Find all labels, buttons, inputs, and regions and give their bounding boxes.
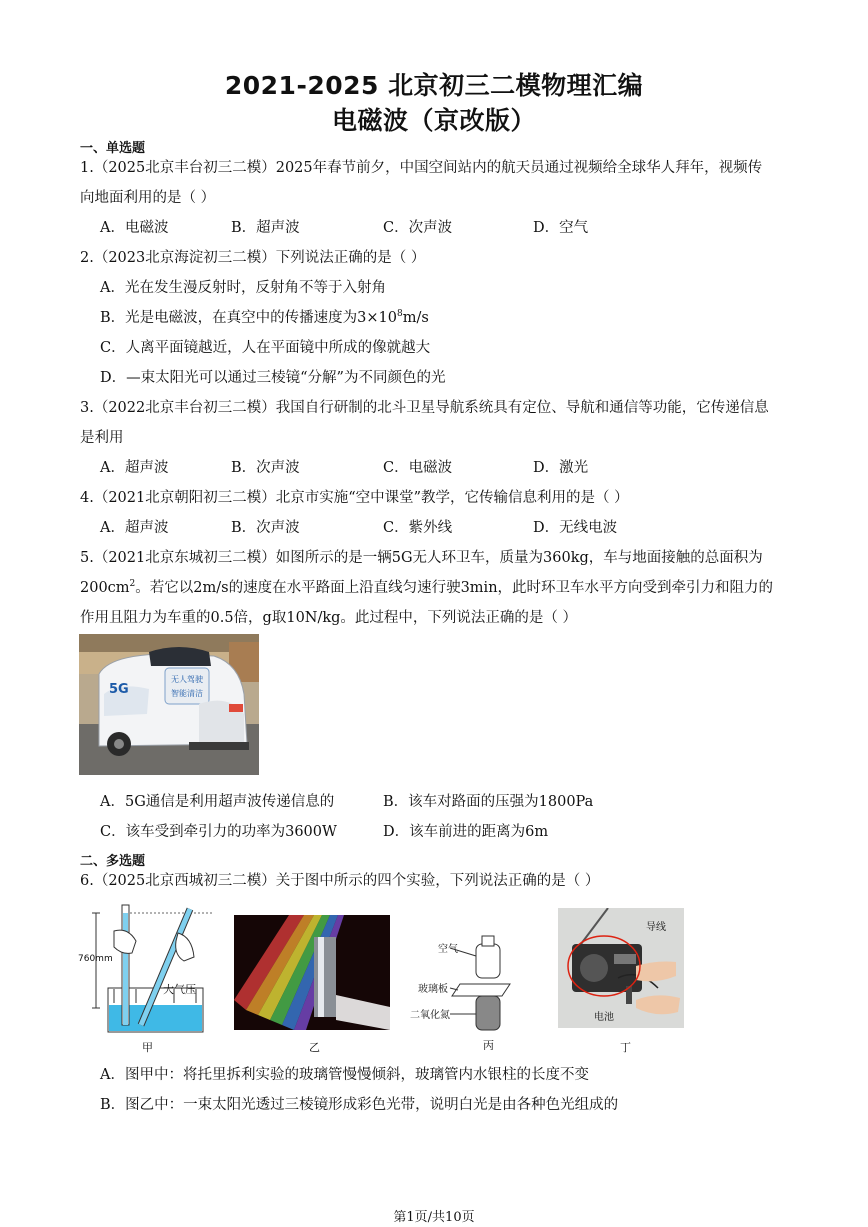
q5-stem-line2: $200cm^2$。若它以2m/s的速度在水平路面上沿直线匀速行驶3min，此时环卫车水平方向受到牵引力和阻力的	[80, 579, 774, 596]
jia-air-pressure-label: 大气压	[163, 983, 196, 996]
q5-option-b: B．该车对路面的压强为1800Pa	[383, 794, 594, 810]
q6-option-a: A．图甲中：将托里拆利实验的玻璃管慢慢倾斜，玻璃管内水银柱的长度不变	[100, 1067, 589, 1083]
q1-option-b: B．超声波	[231, 220, 300, 236]
q6-figure-ding-photo	[558, 908, 684, 1028]
q6-stem: 6.（2025北京西城初三二模）关于图中所示的四个实验，下列说法正确的是（ ）	[80, 873, 600, 889]
q5-option-d: D．该车前进的距离为6m	[383, 824, 549, 840]
q3-option-b: B．次声波	[231, 460, 300, 476]
section-single-choice: 一、单选题	[80, 141, 146, 156]
vehicle-illustration	[79, 634, 259, 775]
ding-caption: 丁	[620, 1041, 631, 1054]
ding-battery-label: 电池	[594, 1012, 614, 1023]
q5-option-c: C．该车受到牵引力的功率为3600W	[100, 824, 337, 840]
q6-figure-jia	[78, 903, 218, 1055]
ding-wire-label: 导线	[646, 922, 666, 933]
vehicle-text-1: 无人驾驶	[171, 675, 203, 684]
q1-option-d: D．空气	[533, 220, 589, 236]
q3-option-a: A．超声波	[100, 460, 169, 476]
bing-glass-label: 玻璃板	[418, 984, 448, 995]
q5-option-a: A．5G通信是利用超声波传递信息的	[100, 794, 335, 810]
torricelli-diagram	[78, 903, 218, 1055]
q3-stem-line2: 是利用	[80, 430, 124, 446]
q3-option-c: C．电磁波	[383, 460, 453, 476]
bing-gas-label: 二氧化氮	[410, 1010, 450, 1021]
q6-option-b: B．图乙中：一束太阳光透过三棱镜形成彩色光带，说明白光是由各种色光组成的	[100, 1097, 619, 1113]
q3-stem-line1: 3.（2022北京丰台初三二模）我国自行研制的北斗卫星导航系统具有定位、导航和通信等功能，它传递信息	[80, 400, 769, 416]
prism-spectrum-illustration	[234, 915, 390, 1030]
document-subtitle: 电磁波（京改版）	[331, 106, 536, 135]
q2-option-c: C．人离平面镜越近，人在平面镜中所成的像就越大	[100, 340, 431, 356]
vehicle-5g-label: 5G	[109, 682, 129, 697]
q2-option-a: A．光在发生漫反射时，反射角不等于入射角	[100, 280, 386, 296]
q4-option-d: D．无线电波	[533, 520, 618, 536]
q4-option-c: C．紫外线	[383, 520, 453, 536]
q5-vehicle-photo	[79, 634, 259, 775]
bing-air-label: 空气	[438, 944, 458, 955]
q6-figure-bing	[410, 930, 530, 1050]
q1-option-a: A．电磁波	[100, 220, 169, 236]
bing-caption: 丙	[483, 1039, 494, 1050]
q5-stem-line1: 5.（2021北京东城初三二模）如图所示的是一辆5G无人环卫车，质量为360kg，车与地面接触的总面积为	[80, 550, 763, 566]
jia-height-label: 760mm	[78, 954, 113, 964]
q2-stem: 2.（2023北京海淀初三二模）下列说法正确的是（ ）	[80, 250, 426, 266]
q1-stem-line1: 1.（2025北京丰台初三二模）2025年春节前夕，中国空间站内的航天员通过视频给全球华人拜年，视频传	[80, 160, 763, 176]
q4-option-a: A．超声波	[100, 520, 169, 536]
q4-stem: 4.（2021北京朝阳初三二模）北京市实施“空中课堂”教学，它传输信息利用的是（ ）	[80, 490, 629, 506]
page-number-footer: 第1页/共10页	[393, 1210, 475, 1225]
q2-option-b: B．光是电磁波，在真空中的传播速度为$3\times 10^8m/s$	[100, 309, 429, 326]
document-title: 2021-2025 北京初三二模物理汇编	[224, 71, 644, 100]
jia-caption: 甲	[142, 1041, 153, 1054]
q5-stem-line3: 作用且阻力为车重的0.5倍，g取10N/kg。此过程中，下列说法正确的是（ ）	[80, 610, 578, 626]
section-multiple-choice: 二、多选题	[80, 854, 146, 869]
q6-figure-yi-photo	[234, 915, 390, 1030]
q4-option-b: B．次声波	[231, 520, 300, 536]
q1-option-c: C．次声波	[383, 220, 453, 236]
q3-option-d: D．激光	[533, 460, 589, 476]
vehicle-text-2: 智能清洁	[171, 689, 203, 698]
yi-caption: 乙	[309, 1041, 320, 1054]
q2-option-d: D．—束太阳光可以通过三棱镜“分解”为不同颜色的光	[100, 370, 446, 386]
q1-stem-line2: 向地面利用的是（ ）	[80, 190, 216, 206]
